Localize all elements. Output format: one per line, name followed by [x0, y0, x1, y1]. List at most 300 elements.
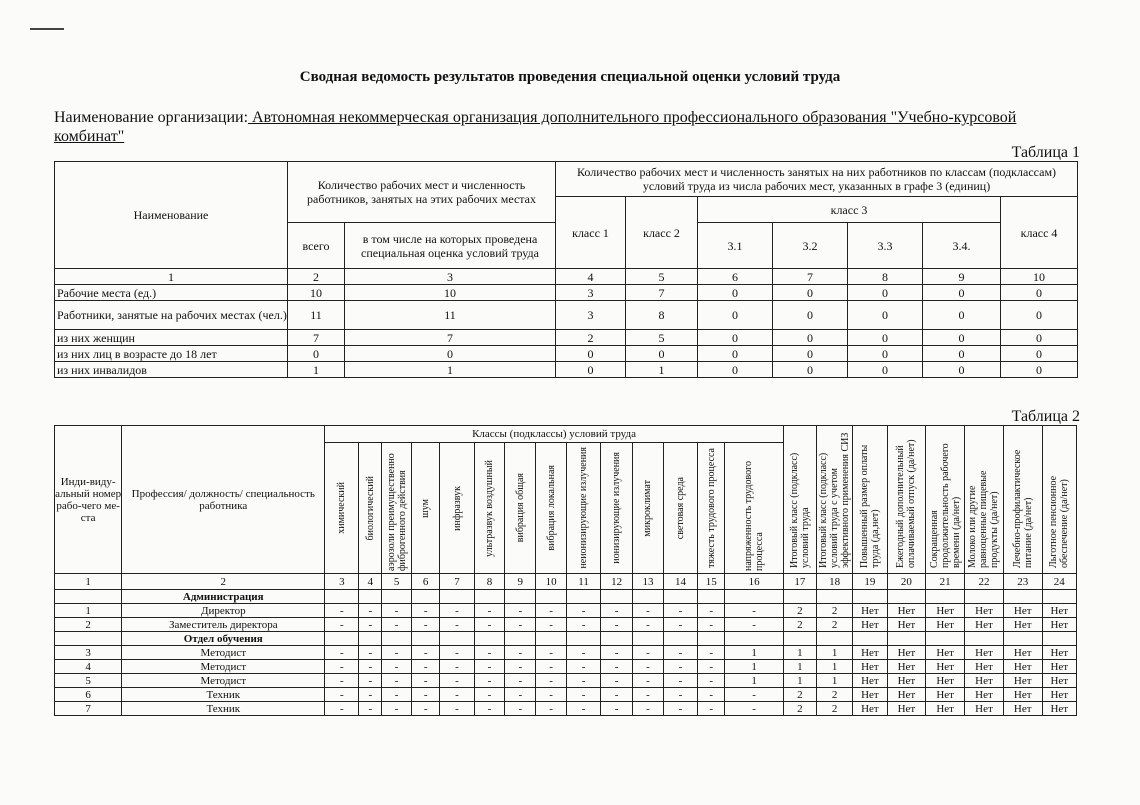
t2-colnum: 3	[325, 574, 359, 590]
t1-cell: 10	[288, 285, 345, 301]
t2-cell: Нет	[965, 618, 1004, 632]
t2-cell: Нет	[965, 674, 1004, 688]
t2-row-id: 2	[55, 618, 122, 632]
t2-header-factor	[411, 443, 440, 574]
t2-cell: Нет	[853, 604, 887, 618]
t2-header-factor	[325, 443, 359, 574]
t2-cell: Нет	[887, 660, 926, 674]
t1-cell: 0	[848, 301, 923, 330]
t2-factor-label: инфразвук	[451, 485, 463, 531]
t2-cell: -	[601, 618, 633, 632]
t2-cell: 2	[816, 702, 852, 716]
t2-extra-wrap	[926, 430, 964, 570]
t1-colnum: 4	[556, 269, 626, 285]
t2-cell	[359, 632, 382, 646]
t2-cell: -	[663, 646, 697, 660]
t2-cell: 1	[725, 674, 783, 688]
t1-colnum: 1	[55, 269, 288, 285]
t2-cell: -	[505, 702, 536, 716]
t2-cell: Нет	[1003, 646, 1042, 660]
t2-cell: -	[536, 702, 567, 716]
t1-cell: 5	[626, 330, 698, 346]
t2-cell: -	[325, 674, 359, 688]
t2-section-id	[55, 632, 122, 646]
t2-factor-label: шум	[420, 498, 432, 518]
t2-cell: Нет	[853, 674, 887, 688]
t1-cell: 1	[288, 362, 345, 378]
t2-colnum: 11	[566, 574, 600, 590]
t2-header-classes: Классы (подклассы) условий труда	[325, 426, 784, 443]
t2-cell: -	[440, 688, 474, 702]
organization-label: Наименование организации:	[54, 109, 249, 126]
t2-cell: Нет	[926, 604, 965, 618]
t2-header-factor	[474, 443, 505, 574]
t2-cell: -	[566, 702, 600, 716]
t1-colnum: 7	[773, 269, 848, 285]
t2-row-profession: Методист	[122, 660, 325, 674]
t2-cell: 2	[783, 618, 816, 632]
t2-cell: -	[698, 646, 725, 660]
t1-colnum: 10	[1001, 269, 1078, 285]
t2-header-extra	[887, 426, 926, 574]
t2-cell: Нет	[887, 604, 926, 618]
t2-cell: -	[698, 702, 725, 716]
t2-colnum: 9	[505, 574, 536, 590]
t2-factor-label: световая среда	[674, 476, 686, 540]
t2-cell: -	[325, 618, 359, 632]
t2-cell: -	[382, 688, 412, 702]
t2-cell: -	[601, 660, 633, 674]
t2-cell	[325, 590, 359, 604]
t2-cell	[359, 590, 382, 604]
t2-cell: -	[633, 604, 664, 618]
t2-cell	[783, 632, 816, 646]
t2-cell	[440, 632, 474, 646]
t2-factor-wrap	[325, 443, 358, 573]
t2-cell: Нет	[1003, 688, 1042, 702]
t1-colnum: 6	[698, 269, 773, 285]
t1-cell: 11	[345, 301, 556, 330]
t2-factor-label: вибрация локальная	[545, 465, 557, 551]
t2-row	[55, 674, 1077, 688]
t2-cell	[1042, 632, 1076, 646]
t2-cell: Нет	[1042, 660, 1076, 674]
t2-cell: -	[505, 646, 536, 660]
t1-header-total: всего	[288, 223, 345, 269]
t1-cell: 7	[288, 330, 345, 346]
t2-cell: -	[566, 688, 600, 702]
t2-cell: -	[474, 702, 505, 716]
document-title: Сводная ведомость результатов проведения специальной оценки условий труда	[299, 69, 841, 85]
t1-cell: 0	[345, 346, 556, 362]
t2-cell: Нет	[965, 702, 1004, 716]
t2-cell: -	[601, 702, 633, 716]
t2-row-id: 4	[55, 660, 122, 674]
t2-header-factor	[663, 443, 697, 574]
t2-row-profession: Техник	[122, 688, 325, 702]
t2-cell	[783, 590, 816, 604]
t1-row-name: из них инвалидов	[55, 362, 288, 378]
t2-extra-wrap	[1043, 430, 1076, 570]
t1-cell: 11	[288, 301, 345, 330]
t2-factor-label: неионизирующие излучения	[578, 447, 590, 569]
t2-cell: -	[474, 674, 505, 688]
t2-cell: -	[536, 674, 567, 688]
t2-factor-wrap	[412, 443, 440, 573]
t2-cell: -	[505, 660, 536, 674]
t1-header-class1: класс 1	[556, 197, 626, 269]
t2-header-extra	[926, 426, 965, 574]
t2-cell	[698, 632, 725, 646]
t2-cell: Нет	[965, 660, 1004, 674]
t1-colnum: 9	[923, 269, 1001, 285]
t2-cell: -	[474, 688, 505, 702]
t2-cell: -	[601, 604, 633, 618]
t2-header-extra	[783, 426, 816, 574]
t2-section-name: Отдел обучения	[122, 632, 325, 646]
t2-cell: -	[725, 702, 783, 716]
t2-cell: Нет	[1042, 688, 1076, 702]
t2-colnum: 12	[601, 574, 633, 590]
t2-row	[55, 618, 1077, 632]
t2-cell	[853, 632, 887, 646]
t2-factor-label: химический	[336, 482, 348, 534]
t2-row-profession: Заместитель директора	[122, 618, 325, 632]
t2-cell: -	[411, 646, 440, 660]
t2-cell: Нет	[926, 660, 965, 674]
t2-cell	[566, 590, 600, 604]
t2-cell: -	[663, 618, 697, 632]
t1-cell: 0	[556, 346, 626, 362]
t2-cell: Нет	[1042, 674, 1076, 688]
t2-cell	[601, 590, 633, 604]
t2-header-factor	[725, 443, 783, 574]
t2-cell: -	[725, 688, 783, 702]
t2-cell: Нет	[887, 674, 926, 688]
t2-cell: Нет	[887, 646, 926, 660]
t2-cell: -	[663, 688, 697, 702]
t2-cell: Нет	[887, 618, 926, 632]
t1-cell: 0	[848, 346, 923, 362]
t2-cell	[440, 590, 474, 604]
t2-factor-wrap	[698, 443, 724, 573]
t1-cell: 0	[288, 346, 345, 362]
t2-factor-wrap	[440, 443, 473, 573]
t2-cell: -	[411, 604, 440, 618]
t2-row	[55, 646, 1077, 660]
t2-extra-label: Льготное пенсионное обеспечение (да/нет)	[1048, 475, 1071, 568]
t2-cell: 1	[725, 660, 783, 674]
t2-cell	[926, 632, 965, 646]
t2-cell	[663, 590, 697, 604]
t2-extra-wrap	[888, 430, 926, 570]
t1-cell: 0	[698, 362, 773, 378]
t2-cell: -	[474, 646, 505, 660]
t2-colnum: 2	[122, 574, 325, 590]
t2-cell: -	[325, 604, 359, 618]
t2-colnum: 7	[440, 574, 474, 590]
t2-cell	[1003, 590, 1042, 604]
t1-cell: 0	[848, 285, 923, 301]
t1-cell: 0	[848, 330, 923, 346]
t2-row	[55, 688, 1077, 702]
t2-colnum: 24	[1042, 574, 1076, 590]
t2-header-extra	[1003, 426, 1042, 574]
t2-header-factor	[566, 443, 600, 574]
t2-cell: -	[474, 660, 505, 674]
t2-row-profession: Директор	[122, 604, 325, 618]
t2-header-profession: Профессия/ должность/ специальность работника	[122, 426, 325, 574]
t2-cell	[816, 632, 852, 646]
t2-extra-wrap	[1004, 430, 1042, 570]
t2-factor-label: тяжесть трудового процесса	[705, 448, 717, 568]
t2-factor-wrap	[382, 443, 411, 573]
t2-cell: -	[440, 674, 474, 688]
t1-cell: 0	[773, 301, 848, 330]
t2-cell: 1	[783, 674, 816, 688]
t2-colnum: 1	[55, 574, 122, 590]
t2-cell: -	[474, 618, 505, 632]
t1-cell: 0	[1001, 346, 1078, 362]
t2-cell: -	[325, 688, 359, 702]
t2-cell	[566, 632, 600, 646]
t2-cell: 1	[816, 646, 852, 660]
t2-cell: Нет	[887, 688, 926, 702]
t2-header-factor	[536, 443, 567, 574]
t2-cell: -	[382, 618, 412, 632]
t2-cell: 2	[783, 688, 816, 702]
t1-colnum: 3	[345, 269, 556, 285]
t2-cell: Нет	[1042, 646, 1076, 660]
t2-cell: -	[536, 660, 567, 674]
t1-cell: 0	[773, 285, 848, 301]
t2-cell: -	[440, 618, 474, 632]
t2-cell: -	[325, 702, 359, 716]
t1-cell: 0	[923, 330, 1001, 346]
t2-cell: -	[698, 674, 725, 688]
t2-row-id: 3	[55, 646, 122, 660]
t2-factor-wrap	[536, 443, 566, 573]
t2-colnum: 20	[887, 574, 926, 590]
t2-row-profession: Методист	[122, 674, 325, 688]
t2-cell: Нет	[1003, 660, 1042, 674]
t2-cell: 2	[816, 688, 852, 702]
t2-header-factor	[440, 443, 474, 574]
t1-row	[55, 301, 1078, 330]
t2-section-row	[55, 632, 1077, 646]
t2-cell: Нет	[853, 618, 887, 632]
t1-row-name: Рабочие места (ед.)	[55, 285, 288, 301]
t2-colnum: 10	[536, 574, 567, 590]
t2-cell	[601, 632, 633, 646]
t2-colnum: 5	[382, 574, 412, 590]
t2-colnum-row	[55, 574, 1077, 590]
t1-cell: 0	[923, 362, 1001, 378]
t1-header-3-4: 3.4.	[923, 223, 1001, 269]
t2-factor-label: ионизирующие излучения	[611, 452, 623, 564]
t2-cell: -	[359, 604, 382, 618]
t2-cell: Нет	[1003, 674, 1042, 688]
t2-cell: -	[566, 604, 600, 618]
t1-header-classes: Количество рабочих мест и численность занятых на них работников по классам (подклассам) условий труда из числа рабочих мест, указанных в графе 3 (единиц)	[556, 162, 1078, 197]
t1-colnum: 8	[848, 269, 923, 285]
t1-header-3-3: 3.3	[848, 223, 923, 269]
t1-cell: 0	[556, 362, 626, 378]
t2-cell	[411, 632, 440, 646]
t2-header-factor	[601, 443, 633, 574]
t2-cell: -	[566, 646, 600, 660]
t2-cell	[926, 590, 965, 604]
t2-factor-wrap	[664, 443, 697, 573]
t2-colnum: 19	[853, 574, 887, 590]
t2-cell	[853, 590, 887, 604]
t2-colnum: 22	[965, 574, 1004, 590]
t1-cell: 0	[698, 346, 773, 362]
t2-extra-label: Лечебно-профилактическое питание (да/нет)	[1011, 449, 1034, 568]
t2-cell	[474, 632, 505, 646]
t2-extra-label: Сокращенная продолжительность рабочего времени (да/нет)	[928, 442, 962, 568]
t2-cell: Нет	[853, 702, 887, 716]
t2-cell: Нет	[965, 688, 1004, 702]
t2-cell: -	[411, 660, 440, 674]
t2-colnum: 8	[474, 574, 505, 590]
t1-cell: 1	[626, 362, 698, 378]
t2-cell: -	[698, 660, 725, 674]
t2-header-factor	[698, 443, 725, 574]
t2-header-extra	[853, 426, 887, 574]
t1-cell: 2	[556, 330, 626, 346]
t1-cell: 0	[1001, 330, 1078, 346]
t2-cell	[536, 632, 567, 646]
t1-colnum: 2	[288, 269, 345, 285]
t2-cell: -	[382, 702, 412, 716]
t2-cell: -	[725, 618, 783, 632]
t2-factor-wrap	[725, 443, 782, 573]
t2-extra-label: Молоко или другие равноценные пищевые продукты (да/нет)	[967, 470, 1001, 568]
t2-row	[55, 660, 1077, 674]
t1-row-name: из них женщин	[55, 330, 288, 346]
t2-cell: 2	[816, 604, 852, 618]
t2-cell: 1	[725, 646, 783, 660]
t1-cell: 0	[1001, 285, 1078, 301]
t2-cell: 2	[816, 618, 852, 632]
t2-cell	[816, 590, 852, 604]
table2-label: Таблица 2	[1011, 408, 1080, 425]
t2-cell	[325, 632, 359, 646]
t2-cell: -	[663, 604, 697, 618]
t2-cell: -	[633, 646, 664, 660]
t2-header-factor	[382, 443, 412, 574]
t1-cell: 0	[923, 285, 1001, 301]
t2-cell	[474, 590, 505, 604]
t2-cell: -	[633, 674, 664, 688]
t2-factor-wrap	[359, 443, 381, 573]
t1-header-name: Наименование	[55, 162, 288, 269]
t2-cell	[965, 590, 1004, 604]
t2-cell	[725, 632, 783, 646]
t1-cell: 0	[848, 362, 923, 378]
t2-cell	[382, 590, 412, 604]
t1-cell: 0	[773, 346, 848, 362]
t2-cell: Нет	[1042, 604, 1076, 618]
t2-cell: -	[505, 618, 536, 632]
t2-header-id: Инди-виду-альный номер рабо-чего ме-ста	[55, 426, 122, 574]
t2-cell: Нет	[853, 660, 887, 674]
t1-cell: 10	[345, 285, 556, 301]
t2-cell: 1	[783, 660, 816, 674]
t2-row	[55, 604, 1077, 618]
t2-header-factor	[359, 443, 382, 574]
t1-cell: 0	[698, 285, 773, 301]
t2-colnum: 17	[783, 574, 816, 590]
t2-extra-label: Итоговый класс (подкласс) условий труда	[788, 452, 811, 568]
t1-header-count: Количество рабочих мест и численность работников, занятых на этих рабочих местах	[288, 162, 556, 223]
t2-factor-label: микроклимат	[642, 479, 654, 537]
t2-cell	[965, 632, 1004, 646]
t2-cell: -	[382, 604, 412, 618]
t1-header-class4: класс 4	[1001, 197, 1078, 269]
t2-extra-wrap	[965, 430, 1003, 570]
t2-colnum: 21	[926, 574, 965, 590]
t2-cell: -	[633, 660, 664, 674]
t2-cell: Нет	[1003, 604, 1042, 618]
t2-cell: 1	[816, 674, 852, 688]
t2-factor-label: напряженность трудового процесса	[743, 461, 766, 571]
t2-cell: Нет	[1042, 702, 1076, 716]
t2-cell: -	[359, 618, 382, 632]
t2-cell: -	[566, 674, 600, 688]
t1-cell: 0	[773, 362, 848, 378]
t2-cell: 2	[783, 702, 816, 716]
t1-row	[55, 346, 1078, 362]
t2-cell	[411, 590, 440, 604]
t2-cell	[663, 632, 697, 646]
table2	[54, 425, 1077, 716]
t2-cell: -	[663, 660, 697, 674]
t2-cell	[382, 632, 412, 646]
t2-cell: Нет	[926, 702, 965, 716]
t1-cell: 1	[345, 362, 556, 378]
t2-row-id: 5	[55, 674, 122, 688]
t2-cell: -	[382, 646, 412, 660]
t2-cell: 2	[783, 604, 816, 618]
t1-cell: 0	[698, 330, 773, 346]
t1-row	[55, 285, 1078, 301]
t2-cell: Нет	[853, 646, 887, 660]
t1-cell: 0	[626, 346, 698, 362]
t2-cell: -	[601, 674, 633, 688]
t2-cell: -	[440, 646, 474, 660]
t2-cell: -	[663, 702, 697, 716]
t2-cell: -	[411, 702, 440, 716]
t2-colnum: 13	[633, 574, 664, 590]
t1-header-3-1: 3.1	[698, 223, 773, 269]
t1-row	[55, 330, 1078, 346]
t2-cell: -	[359, 688, 382, 702]
t1-row-name: Работники, занятые на рабочих местах (чел.)	[55, 301, 288, 330]
t1-cell: 0	[1001, 362, 1078, 378]
t2-cell	[887, 590, 926, 604]
t2-cell	[1042, 590, 1076, 604]
t2-cell: -	[536, 646, 567, 660]
t1-colnum: 5	[626, 269, 698, 285]
t2-row-profession: Методист	[122, 646, 325, 660]
t2-cell	[1003, 632, 1042, 646]
t2-cell	[633, 632, 664, 646]
t2-cell: -	[325, 646, 359, 660]
t2-cell: 1	[783, 646, 816, 660]
t2-cell	[725, 590, 783, 604]
